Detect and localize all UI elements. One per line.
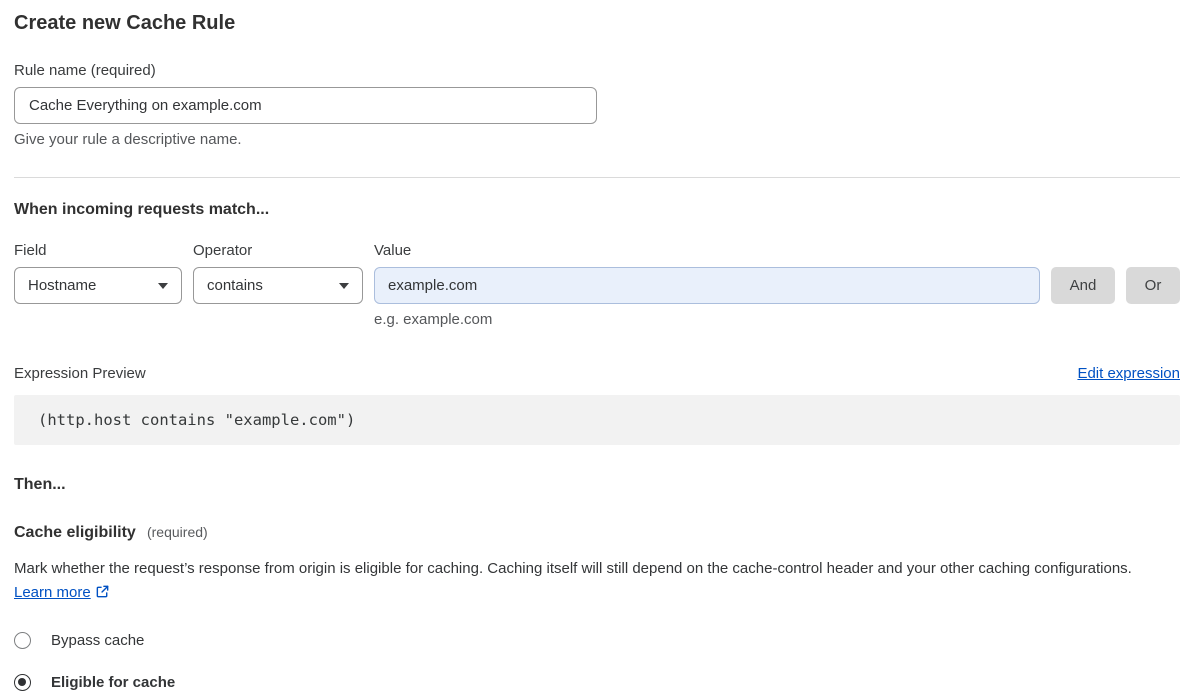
cache-eligibility-heading	[14, 524, 1180, 542]
field-selected-value: Hostname	[28, 277, 97, 294]
value-label: Value	[374, 242, 412, 259]
chevron-down-icon	[158, 283, 168, 289]
value-help: e.g. example.com	[374, 311, 493, 328]
eligible-for-cache-option[interactable]	[14, 674, 1180, 691]
eligible-for-cache-label: Eligible for cache	[51, 674, 176, 691]
bypass-cache-option[interactable]	[14, 632, 1180, 649]
or-button[interactable]: Or	[1126, 267, 1180, 304]
radio-icon[interactable]	[14, 674, 31, 691]
description-text: Mark whether the request’s response from origin is eligible for caching. Caching itself will still depend on the cache-control header and your other caching configurations.	[14, 560, 1132, 577]
page-title: Create new Cache Rule	[14, 12, 236, 34]
rule-name-input[interactable]	[14, 87, 597, 124]
operator-label: Operator	[193, 242, 253, 259]
rule-name-label: Rule name (required)	[14, 62, 156, 79]
match-row	[14, 242, 1180, 328]
field-label: Field	[14, 242, 47, 259]
external-link-icon	[95, 583, 110, 607]
bypass-cache-label: Bypass cache	[51, 632, 145, 649]
rule-name-help: Give your rule a descriptive name.	[14, 131, 242, 148]
required-note: (required)	[146, 524, 208, 540]
chevron-down-icon	[339, 283, 349, 289]
cache-eligibility-options	[14, 632, 1180, 691]
radio-icon[interactable]	[14, 632, 31, 649]
and-button[interactable]: And	[1051, 267, 1115, 304]
then-heading: Then...	[14, 476, 66, 493]
cache-eligibility-description	[14, 557, 1174, 607]
expression-header	[14, 365, 1180, 382]
expression-preview-label: Expression Preview	[14, 365, 146, 382]
expression-preview-code: (http.host contains "example.com")	[14, 395, 1180, 445]
cache-eligibility-title: Cache eligibility	[14, 524, 136, 541]
match-heading: When incoming requests match...	[14, 201, 270, 218]
learn-more-link[interactable]: Learn more	[14, 584, 91, 601]
operator-selected-value: contains	[207, 277, 263, 294]
edit-expression-link[interactable]: Edit expression	[1077, 365, 1180, 382]
field-select[interactable]	[14, 267, 182, 304]
section-divider	[14, 177, 1180, 178]
operator-select[interactable]	[193, 267, 363, 304]
value-input[interactable]	[374, 267, 1040, 304]
